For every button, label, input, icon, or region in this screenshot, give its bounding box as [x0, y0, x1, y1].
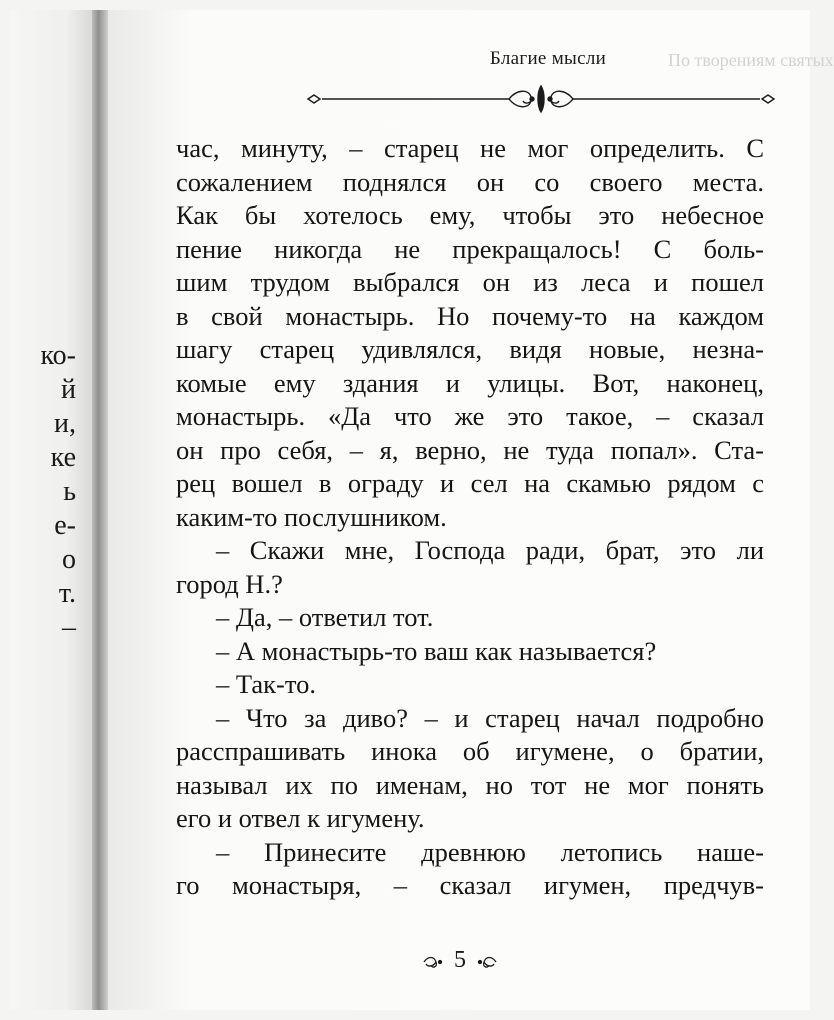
text-line: город Н.? [176, 568, 283, 599]
page-number: 5 [454, 947, 466, 973]
running-head: Благие мысли [489, 48, 607, 69]
text-line: монастырь. «Да что же это такое, – сказал [176, 401, 764, 431]
text-line: час, минуту, – старец не мог определить. С [176, 133, 764, 163]
text-line: комые ему здания и улицы. Вот, наконец, [176, 367, 764, 398]
book-page [108, 10, 834, 1010]
text-line: шагу старец удивлялся, видя новые, незна- [176, 334, 764, 364]
body-text [176, 132, 764, 903]
facing-page [10, 10, 92, 1010]
facing-page-fragment: и, [54, 408, 76, 439]
text-line: – Да, – ответил тот. [216, 602, 434, 632]
book-gutter [92, 10, 108, 1010]
facing-page-fragment: ке [50, 442, 76, 473]
text-line: – Так-то. [216, 669, 316, 699]
header-ornament-icon [304, 82, 778, 112]
text-line: – Скажи мне, Господа ради, брат, это ли [216, 535, 764, 565]
text-line: сожалением поднялся он со своего места. [176, 166, 764, 197]
show-through-header: По творениям святых [668, 50, 834, 70]
text-line: пение никогда не прекращалось! С боль- [176, 233, 764, 264]
text-line: он про себя, – я, верно, не туда попал». Ста- [176, 434, 764, 465]
text-line: в свой монастырь. Но почему-то на каждом [176, 300, 764, 331]
page-folio [420, 947, 500, 977]
text-line: – А монастырь-то ваш как называется? [216, 635, 657, 666]
text-line: его и отвел к игумену. [176, 803, 425, 833]
facing-page-fragment: о [62, 544, 76, 575]
facing-page-fragment: – [62, 612, 76, 643]
facing-page-fragment: т. [58, 578, 76, 609]
facing-page-fragment: ко- [40, 340, 76, 371]
text-line: Как бы хотелось ему, чтобы это небесное [176, 200, 764, 230]
facing-page-fragment: ь [63, 476, 76, 507]
text-line: каким-то послушником. [176, 501, 447, 532]
text-line: – Что за диво? – и старец начал подробно [216, 702, 764, 733]
text-line: рец вошел в ограду и сел на скамью рядом с [176, 468, 764, 498]
facing-page-fragment: е- [54, 510, 76, 541]
text-line: – Принесите древнюю летопись наше- [216, 836, 764, 867]
text-line: называл их по именам, но тот не мог понять [176, 769, 764, 800]
text-line: расспрашивать инока об игумене, о братии, [176, 736, 764, 766]
text-line: го монастыря, – сказал игумен, предчув- [176, 870, 764, 900]
text-line: шим трудом выбрался он из леса и пошел [176, 267, 764, 297]
facing-page-fragment: й [61, 374, 76, 405]
